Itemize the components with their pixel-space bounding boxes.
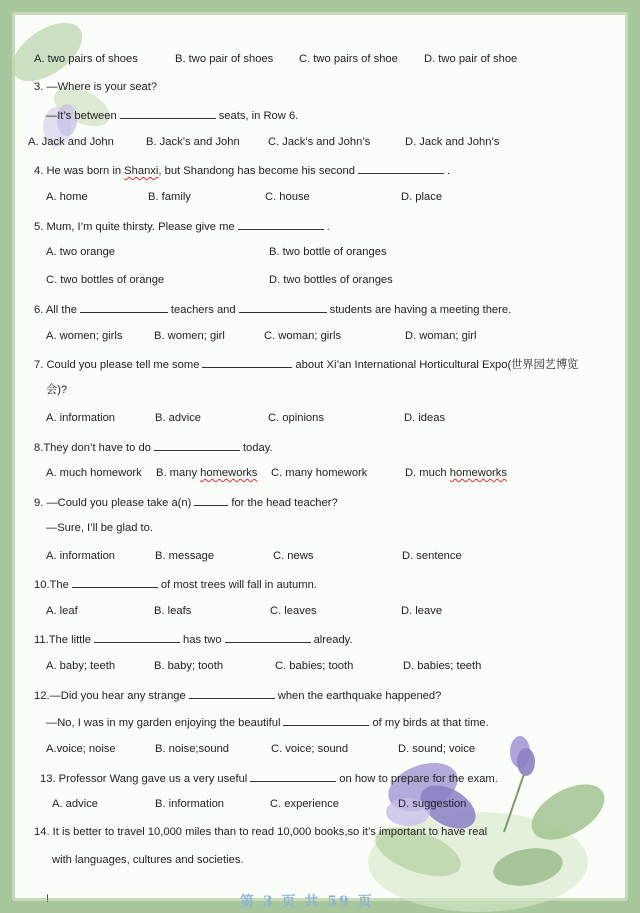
- answer-option: C. leaves: [270, 605, 317, 617]
- document-line: [46, 383, 67, 397]
- document-line: [34, 162, 450, 178]
- answer-option: B. two pair of shoes: [175, 53, 274, 65]
- line-text: A. leaf: [46, 605, 78, 617]
- line-text: of my birds at that time.: [372, 717, 489, 729]
- document-page: [12, 12, 628, 910]
- line-text: seats, in Row 6.: [218, 110, 299, 122]
- line-text: , but Shandong has become his second: [158, 165, 355, 177]
- line-text: 13. Professor Wang gave us a very useful: [40, 773, 248, 785]
- line-text: 3. —Where is your seat?: [34, 81, 158, 93]
- line-text: already.: [313, 634, 353, 646]
- answer-option: D. suggestion: [398, 798, 467, 810]
- answer-option: D. sound; voice: [398, 743, 476, 755]
- document-line: [46, 659, 115, 673]
- answer-option: B. two bottle of oranges: [269, 246, 387, 258]
- answer-option: B. Jack’s and John: [146, 136, 240, 148]
- document-line: [46, 742, 116, 756]
- answer-blank: [94, 631, 180, 643]
- document-line: [46, 466, 142, 480]
- answer-option: B. advice: [155, 412, 202, 424]
- line-text: 会)?: [46, 384, 68, 396]
- answer-option: B. many homeworks: [156, 467, 258, 479]
- line-text: today.: [242, 442, 273, 454]
- answer-blank: [72, 576, 158, 588]
- answer-option: C. voice; sound: [271, 743, 349, 755]
- document-line: [46, 107, 298, 123]
- document-line: [52, 797, 98, 811]
- line-text: 6. All the: [34, 304, 77, 316]
- line-text: .: [326, 221, 330, 233]
- line-text: A.voice; noise: [46, 743, 116, 755]
- line-text: —Sure, I’ll be glad to.: [46, 522, 153, 534]
- document-line: [46, 714, 489, 730]
- line-text: A. much homework: [46, 467, 142, 479]
- document-line: [46, 329, 122, 343]
- document-line: [34, 494, 338, 510]
- line-text: of most trees will fall in autumn.: [160, 579, 317, 591]
- answer-option: B. information: [155, 798, 225, 810]
- answer-option: D. woman; girl: [405, 330, 477, 342]
- answer-blank: [120, 107, 216, 119]
- answer-option: B. baby; tooth: [154, 660, 224, 672]
- answer-option: C. experience: [270, 798, 340, 810]
- line-text: for the head teacher?: [231, 497, 338, 509]
- answer-option: C. many homework: [271, 467, 368, 479]
- document-line: [46, 245, 115, 259]
- answer-option: B. message: [155, 550, 215, 562]
- line-text: A. information: [46, 412, 116, 424]
- answer-option: C. opinions: [268, 412, 324, 424]
- document-line: [34, 80, 157, 94]
- stray-mark: !: [46, 893, 50, 905]
- line-text: on how to prepare for the exam.: [339, 773, 498, 785]
- document-line: [46, 411, 115, 425]
- answer-option: B. women; girl: [154, 330, 225, 342]
- answer-option: C. babies; tooth: [275, 660, 354, 672]
- line-text: A. Jack and John: [28, 136, 114, 148]
- document-line: [46, 521, 153, 535]
- line-text: 9. —Could you please take a(n): [34, 497, 192, 509]
- answer-option: D. place: [401, 191, 443, 203]
- line-text: 8.They don’t have to do: [34, 442, 151, 454]
- document-line: [34, 52, 138, 66]
- answer-option: D. leave: [401, 605, 443, 617]
- answer-option: D. two pair of shoe: [424, 53, 518, 65]
- line-text: —No, I was in my garden enjoying the beautiful: [46, 717, 281, 729]
- answer-blank: [239, 301, 327, 313]
- line-text: students are having a meeting there.: [329, 304, 512, 316]
- document-line: [40, 770, 498, 786]
- answer-blank: [189, 687, 275, 699]
- answer-option: B. noise;sound: [155, 743, 230, 755]
- answer-option: C. two pairs of shoe: [299, 53, 398, 65]
- answer-blank: [283, 714, 369, 726]
- answer-blank: [238, 218, 324, 230]
- answer-option: D. two bottles of oranges: [269, 274, 393, 286]
- answer-option: B. leafs: [154, 605, 192, 617]
- answer-option: D. much homeworks: [405, 467, 507, 479]
- answer-option: D. sentence: [402, 550, 462, 562]
- answer-option: C. house: [265, 191, 310, 203]
- line-text: Shanxi: [124, 165, 159, 177]
- answer-option: D. ideas: [404, 412, 446, 424]
- line-text: with languages, cultures and societies.: [52, 854, 244, 866]
- line-text: 10.The: [34, 579, 69, 591]
- line-text: A. home: [46, 191, 88, 203]
- answer-option: C. woman; girls: [264, 330, 342, 342]
- line-text: A. two orange: [46, 246, 116, 258]
- page-footer: 第 3 页 共 59 页: [240, 894, 374, 910]
- answer-option: D. babies; teeth: [403, 660, 482, 672]
- document-line: [34, 439, 273, 455]
- line-text: 4. He was born in: [34, 165, 125, 177]
- line-text: when the earthquake happened?: [277, 690, 442, 702]
- line-text: A. advice: [52, 798, 99, 810]
- document-line: [34, 576, 317, 592]
- answer-option: B. family: [148, 191, 191, 203]
- document-line: [52, 853, 244, 867]
- document-line: [28, 135, 114, 149]
- answer-blank: [250, 770, 336, 782]
- line-text: 7. Could you please tell me some: [34, 359, 200, 371]
- answer-blank: [202, 356, 292, 368]
- line-text: C. two bottles of orange: [46, 274, 165, 286]
- line-text: 14. It is better to travel 10,000 miles than to read 10,000 books,so it’s important to have real: [34, 826, 488, 838]
- line-text: A. information: [46, 550, 116, 562]
- answer-blank: [154, 439, 240, 451]
- answer-option: D. Jack and John’s: [405, 136, 500, 148]
- answer-blank: [358, 162, 444, 174]
- document-line: [34, 356, 578, 372]
- line-text: about Xi’an International Horticultural Expo(世界园艺博览: [295, 359, 579, 371]
- document-line: [34, 825, 487, 839]
- document-line: [34, 218, 330, 234]
- line-text: 11.The little: [34, 634, 92, 646]
- line-text: 5. Mum, I’m quite thirsty. Please give me: [34, 221, 235, 233]
- answer-blank: [194, 494, 228, 506]
- document-line: [46, 273, 164, 287]
- document-line: [34, 631, 353, 647]
- document-line: [34, 687, 441, 703]
- answer-option: C. Jack’s and John’s: [268, 136, 371, 148]
- document-line: [46, 604, 78, 618]
- answer-blank: [225, 631, 311, 643]
- line-text: .: [446, 165, 451, 177]
- line-text: A. baby; teeth: [46, 660, 116, 672]
- document-line: [46, 190, 88, 204]
- document-line: [34, 301, 511, 317]
- line-text: has two: [183, 634, 222, 646]
- document-line: [46, 549, 115, 563]
- answer-blank: [80, 301, 168, 313]
- line-text: A. two pairs of shoes: [34, 53, 138, 65]
- line-text: —It’s between: [46, 110, 117, 122]
- line-text: A. women; girls: [46, 330, 123, 342]
- answer-option: C. news: [273, 550, 314, 562]
- line-text: 12.—Did you hear any strange: [34, 690, 186, 702]
- line-text: teachers and: [170, 304, 236, 316]
